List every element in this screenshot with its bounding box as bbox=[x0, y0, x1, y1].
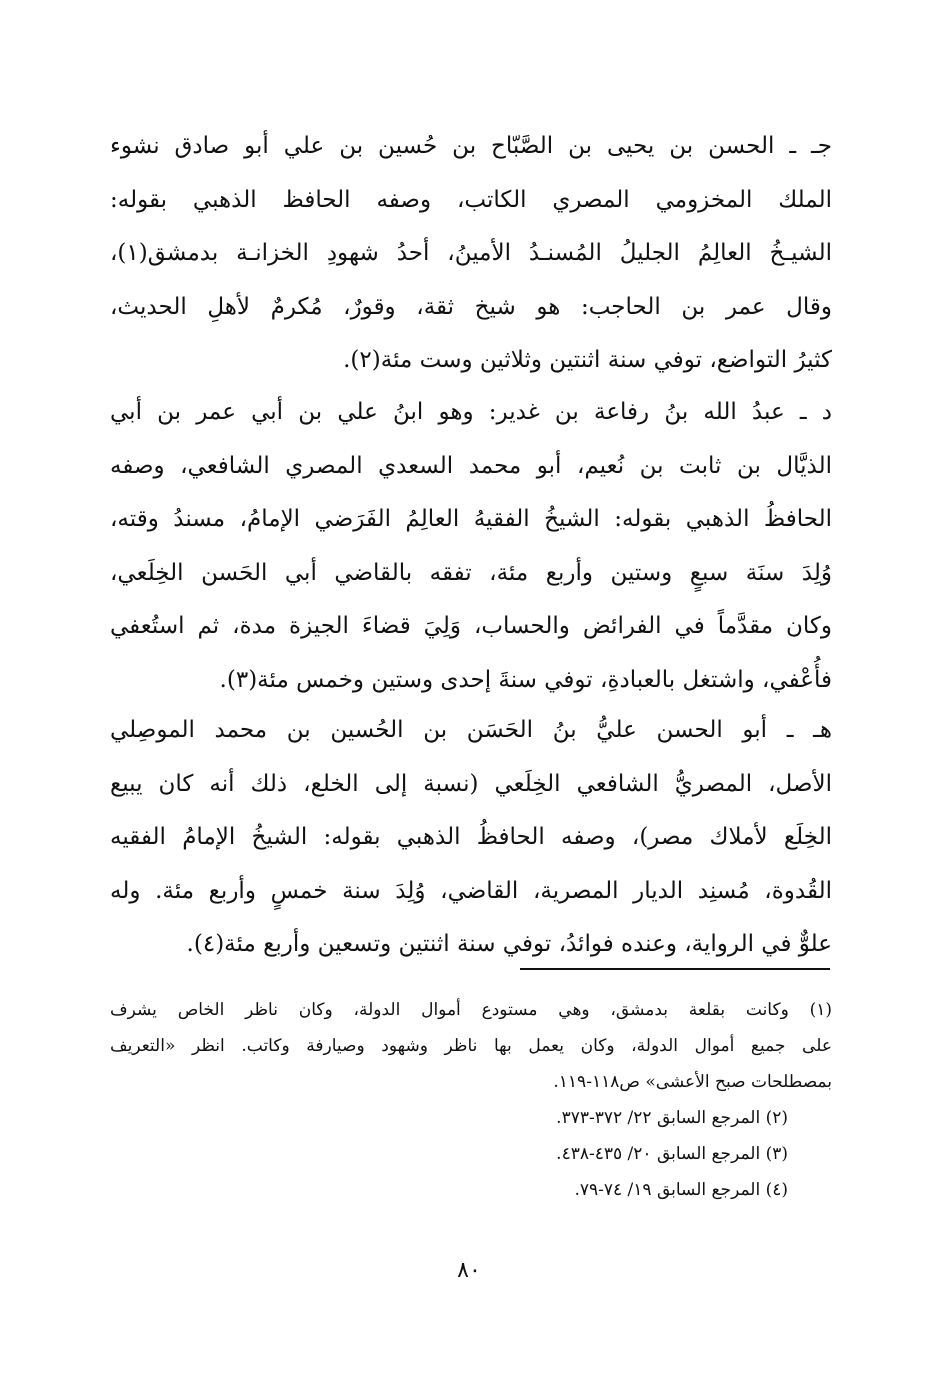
footnote-1-line: بمصطلحات صبح الأعشى» ص١١٨-١١٩. bbox=[553, 1072, 832, 1092]
footnote-2: (٢) المرجع السابق ٢٢/ ٣٧٢-٣٧٣. bbox=[556, 1108, 788, 1128]
text-line: فأُعْفي، واشتغل بالعبادةِ، توفي سنةَ إحدى وستين وخمس مئة(٣). bbox=[219, 666, 832, 693]
text-line: جـ ـ الحسن بن يحيى بن الصَّبّاح بن حُسين بن علي أبو صادق نشوء bbox=[110, 133, 832, 159]
text-line: القُدوة، مُسنِد الديار المصرية، القاضي، وُلِدَ سنة خمسٍ وأربع مئة. وله bbox=[110, 877, 832, 904]
footnote-4: (٤) المرجع السابق ١٩/ ٧٤-٧٩. bbox=[574, 1180, 788, 1200]
text-line: الملك المخزومي المصري الكاتب، وصفه الحافظ الذهبي بقوله: bbox=[110, 186, 832, 213]
text-line: الأصل، المصريُّ الشافعي الخِلَعي (نسبة إلى الخلع، ذلك أنه كان يبيع bbox=[110, 770, 832, 797]
text-line: وُلِدَ سنَة سبعٍ وستين وأربع مئة، تفقه بالقاضي أبي الحَسن الخِلَعي، bbox=[110, 559, 832, 586]
text-line: هـ ـ أبو الحسن عليُّ بنُ الحَسَن بن الحُسين بن محمد الموصِلي bbox=[110, 717, 832, 743]
text-line: الذيَّال بن ثابت بن نُعيم، أبو محمد السعدي المصري الشافعي، وصفه bbox=[110, 452, 832, 479]
footnote-1-line: على جميع أموال الدولة، وكان يعمل بها ناظر وشهود وصيارفة وكاتب. انظر «التعريف bbox=[110, 1036, 832, 1056]
page-number: ٨٠ bbox=[457, 1258, 481, 1283]
paragraph-dal bbox=[110, 386, 832, 707]
paragraph-jim bbox=[110, 120, 832, 388]
footnotes bbox=[110, 992, 832, 1208]
footnote-separator bbox=[520, 968, 830, 970]
text-line: كثيرُ التواضع، توفي سنة اثنتين وثلاثين وست مئة(٢). bbox=[343, 347, 832, 373]
paragraph-ha bbox=[110, 704, 832, 972]
footnote-3: (٣) المرجع السابق ٢٠/ ٤٣٥-٤٣٨. bbox=[556, 1144, 788, 1164]
text-line: علوٌّ في الرواية، وعنده فوائدُ، توفي سنة اثنتين وتسعين وأربع مئة(٤). bbox=[186, 931, 832, 957]
text-line: الخِلَع لأملاك مصر)، وصفه الحافظُ الذهبي بقوله: الشيخُ الإمامُ الفقيه bbox=[110, 824, 832, 850]
text-line: وقال عمر بن الحاجب: هو شيخ ثقة، وقورٌ، مُكرمٌ لأهلِ الحديث، bbox=[110, 293, 832, 320]
text-line: الحافظُ الذهبي بقوله: الشيخُ الفقيهُ العالِمُ الفَرَضي الإمامُ، مسندُ وقته، bbox=[110, 506, 832, 532]
text-line: د ـ عبدُ الله بنُ رفاعة بن غدير: وهو ابنُ علي بن أبي عمر بن أبي bbox=[110, 399, 832, 425]
text-line: الشيـخُ العالِمُ الجليلُ المُسنـدُ الأمينُ، أحدُ شهودِ الخزانـة بدمشق(١)، bbox=[110, 240, 832, 266]
footnote-1-line: (١) وكانت بقلعة بدمشق، وهي مستودع أموال الدولة، وكان ناظر الخاص يشرف bbox=[110, 1000, 832, 1020]
text-line: وكان مقدَّماً في الفرائض والحساب، وَلِيَ قضاءَ الجيزة مدة، ثم استُعفي bbox=[110, 613, 832, 639]
